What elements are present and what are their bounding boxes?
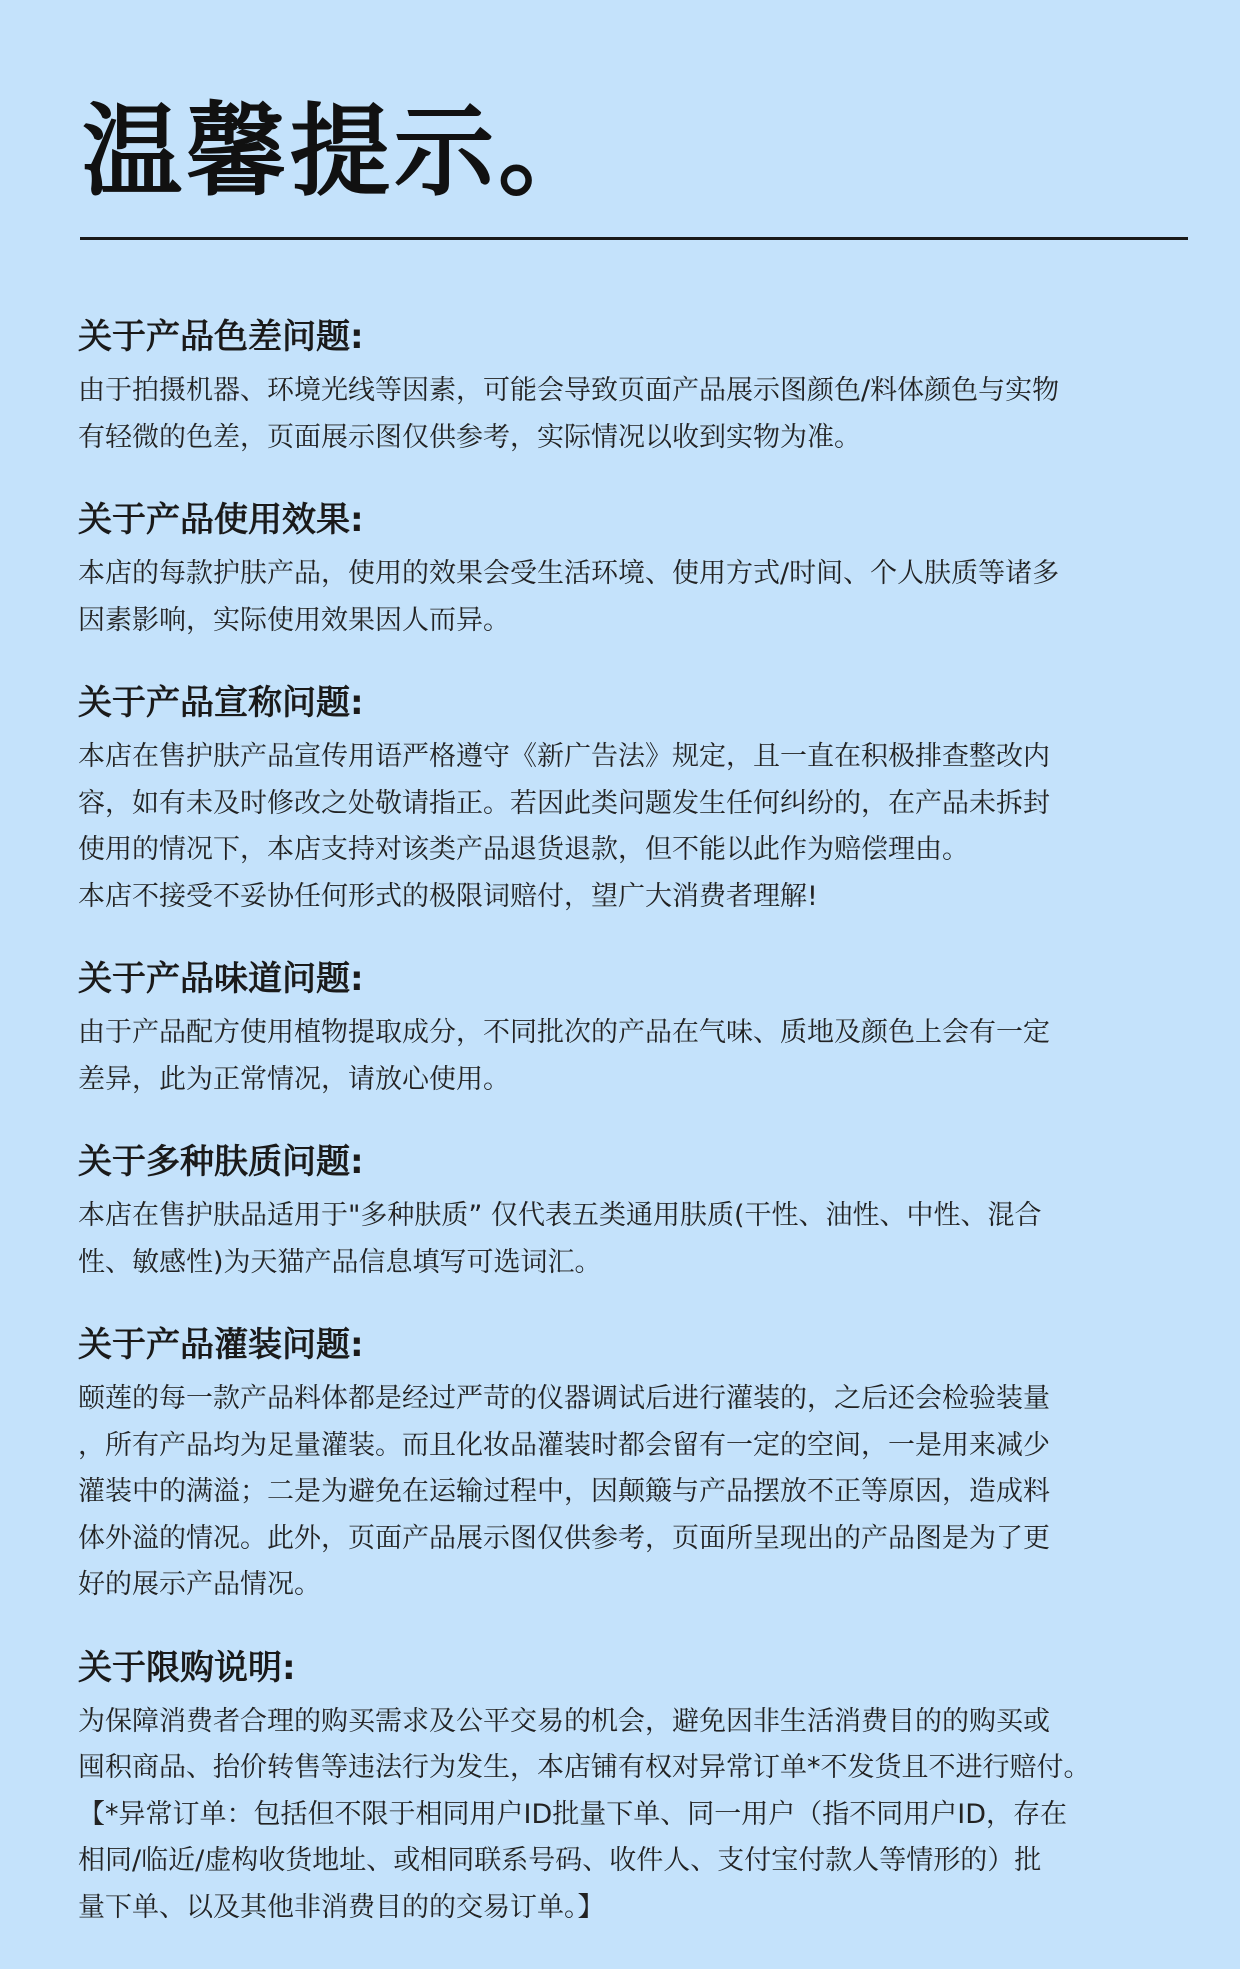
notice-section bbox=[78, 958, 1188, 1103]
section-body bbox=[78, 1010, 1188, 1103]
section-line: 差异，此为正常情况，请放心使用。 bbox=[78, 1063, 510, 1095]
section-line: 量下单、以及其他非消费目的的交易订单。】 bbox=[78, 1891, 605, 1923]
section-line: 灌装中的满溢；二是为避免在运输过程中，因颠簸与产品摆放不正等原因，造成料 bbox=[78, 1476, 1050, 1507]
section-line: 颐莲的每一款产品料体都是经过严苛的仪器调试后进行灌装的，之后还会检验装量 bbox=[78, 1383, 1050, 1414]
section-heading: 关于限购说明: bbox=[78, 1647, 296, 1688]
section-body bbox=[78, 1376, 1188, 1609]
notice-section bbox=[78, 499, 1188, 644]
section-line: 性、敏感性)为天猫产品信息填写可选词汇。 bbox=[78, 1246, 602, 1278]
notice-section bbox=[78, 1141, 1188, 1286]
section-body bbox=[78, 551, 1188, 644]
section-heading: 关于产品味道问题: bbox=[78, 959, 364, 999]
section-body bbox=[78, 368, 1188, 461]
section-line: 本店的每款护肤产品，使用的效果会受生活环境、使用方式/时间、个人肤质等诸多 bbox=[78, 558, 1060, 589]
section-heading: 关于产品色差问题: bbox=[78, 317, 364, 357]
section-line: 使用的情况下，本店支持对该类产品退货退款，但不能以此作为赔偿理由。 bbox=[78, 834, 969, 865]
section-heading: 关于产品使用效果: bbox=[78, 500, 364, 540]
notice-section bbox=[78, 316, 1188, 461]
notice-section bbox=[78, 1647, 1188, 1932]
section-line: 因素影响，实际使用效果因人而异。 bbox=[78, 604, 510, 636]
section-line: 本店在售护肤品适用于"多种肤质” 仅代表五类通用肤质(干性、油性、中性、混合 bbox=[78, 1200, 1042, 1231]
page-title: 温馨提示。 bbox=[82, 93, 602, 210]
section-body bbox=[78, 1193, 1188, 1286]
section-heading: 关于产品灌装问题: bbox=[78, 1325, 364, 1365]
section-line: 有轻微的色差，页面展示图仅供参考，实际情况以收到实物为准。 bbox=[78, 421, 861, 453]
section-line: 【*异常订单：包括但不限于相同用户ID批量下单、同一用户（指不同用户ID，存在 bbox=[78, 1798, 1068, 1830]
title-divider bbox=[80, 237, 1188, 240]
notice-section bbox=[78, 682, 1188, 920]
section-heading: 关于产品宣称问题: bbox=[78, 683, 364, 723]
section-line: 体外溢的情况。此外，页面产品展示图仅供参考，页面所呈现出的产品图是为了更 bbox=[78, 1522, 1050, 1554]
notice-section bbox=[78, 1324, 1188, 1609]
section-line: 为保障消费者合理的购买需求及公平交易的机会，避免因非生活消费目的的购买或 bbox=[78, 1705, 1050, 1737]
section-line: 由于产品配方使用植物提取成分，不同批次的产品在气味、质地及颜色上会有一定 bbox=[78, 1017, 1050, 1048]
section-line: 好的展示产品情况。 bbox=[78, 1569, 321, 1600]
section-line: 相同/临近/虚构收货地址、或相同联系号码、收件人、支付宝付款人等情形的）批 bbox=[78, 1845, 1042, 1876]
section-body bbox=[78, 734, 1188, 920]
section-body bbox=[78, 1699, 1188, 1932]
section-line: 容，如有未及时修改之处敬请指正。若因此类问题发生任何纠纷的，在产品未拆封 bbox=[78, 787, 1050, 819]
section-line: 由于拍摄机器、环境光线等因素，可能会导致页面产品展示图颜色/料体颜色与实物 bbox=[78, 375, 1060, 406]
section-line: 囤积商品、抬价转售等违法行为发生，本店铺有权对异常订单*不发货且不进行赔付。 bbox=[78, 1752, 1091, 1783]
section-line: 本店在售护肤产品宣传用语严格遵守《新广告法》规定，且一直在积极排查整改内 bbox=[78, 741, 1050, 772]
section-line: 本店不接受不妥协任何形式的极限词赔付，望广大消费者理解! bbox=[78, 880, 818, 912]
notice-sections bbox=[78, 316, 1188, 1969]
section-line: ，所有产品均为足量灌装。而且化妆品灌装时都会留有一定的空间，一是用来减少 bbox=[78, 1429, 1050, 1461]
section-heading: 关于多种肤质问题: bbox=[78, 1142, 364, 1182]
